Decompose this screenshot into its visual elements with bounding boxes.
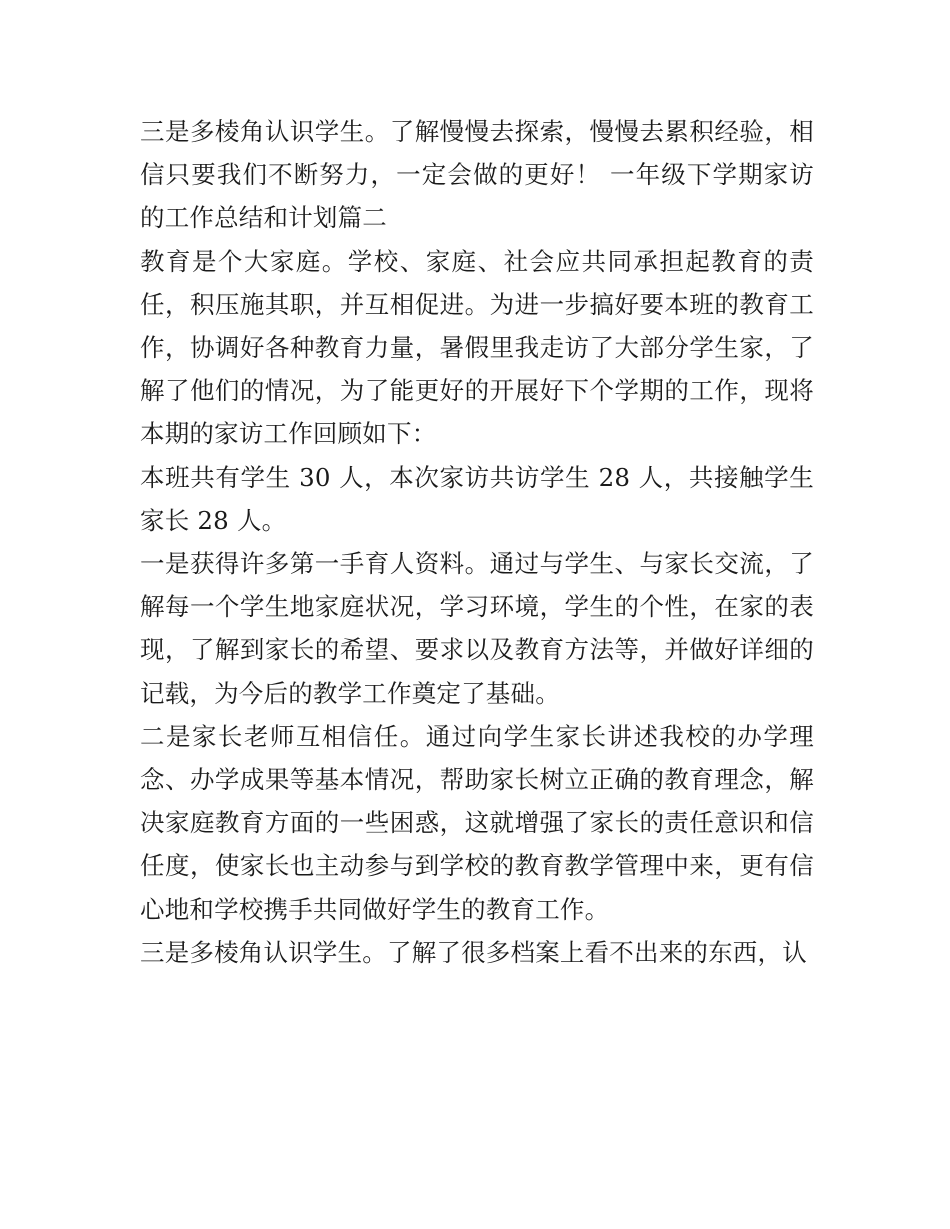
- document-body: [140, 110, 814, 974]
- paragraph-3: 本班共有学生 30 人，本次家访共访学生 28 人，共接触学生家长 28 人。: [140, 462, 814, 535]
- paragraph-2: 教育是个大家庭。学校、家庭、社会应共同承担起教育的责任，积压施其职，并互相促进。为进一步搞好要本班的教育工作，协调好各种教育力量，暑假里我走访了大部分学生家，了解了他们的情况，为了能更好的开展好下个学期的工作，现将本期的家访工作回顾如下：: [140, 246, 814, 449]
- paragraph-1: 三是多棱角认识学生。了解慢慢去探索，慢慢去累积经验，相信只要我们不断努力，一定会做的更好！ 一年级下学期家访的工作总结和计划篇二: [140, 117, 814, 233]
- paragraph-6: 三是多棱角认识学生。了解了很多档案上看不出来的东西，认: [140, 937, 807, 967]
- paragraph-4: 一是获得许多第一手育人资料。通过与学生、与家长交流，了解每一个学生地家庭状况，学习环境，学生的个性，在家的表现，了解到家长的希望、要求以及教育方法等，并做好详细的记载，为今后的教学工作奠定了基础。: [140, 549, 814, 708]
- paragraph-5: 二是家长老师互相信任。通过向学生家长讲述我校的办学理念、办学成果等基本情况，帮助家长树立正确的教育理念，解决家庭教育方面的一些困惑，这就增强了家长的责任意识和信任度，使家长也主动参与到学校的教育教学管理中来，更有信心地和学校携手共同做好学生的教育工作。: [140, 721, 814, 924]
